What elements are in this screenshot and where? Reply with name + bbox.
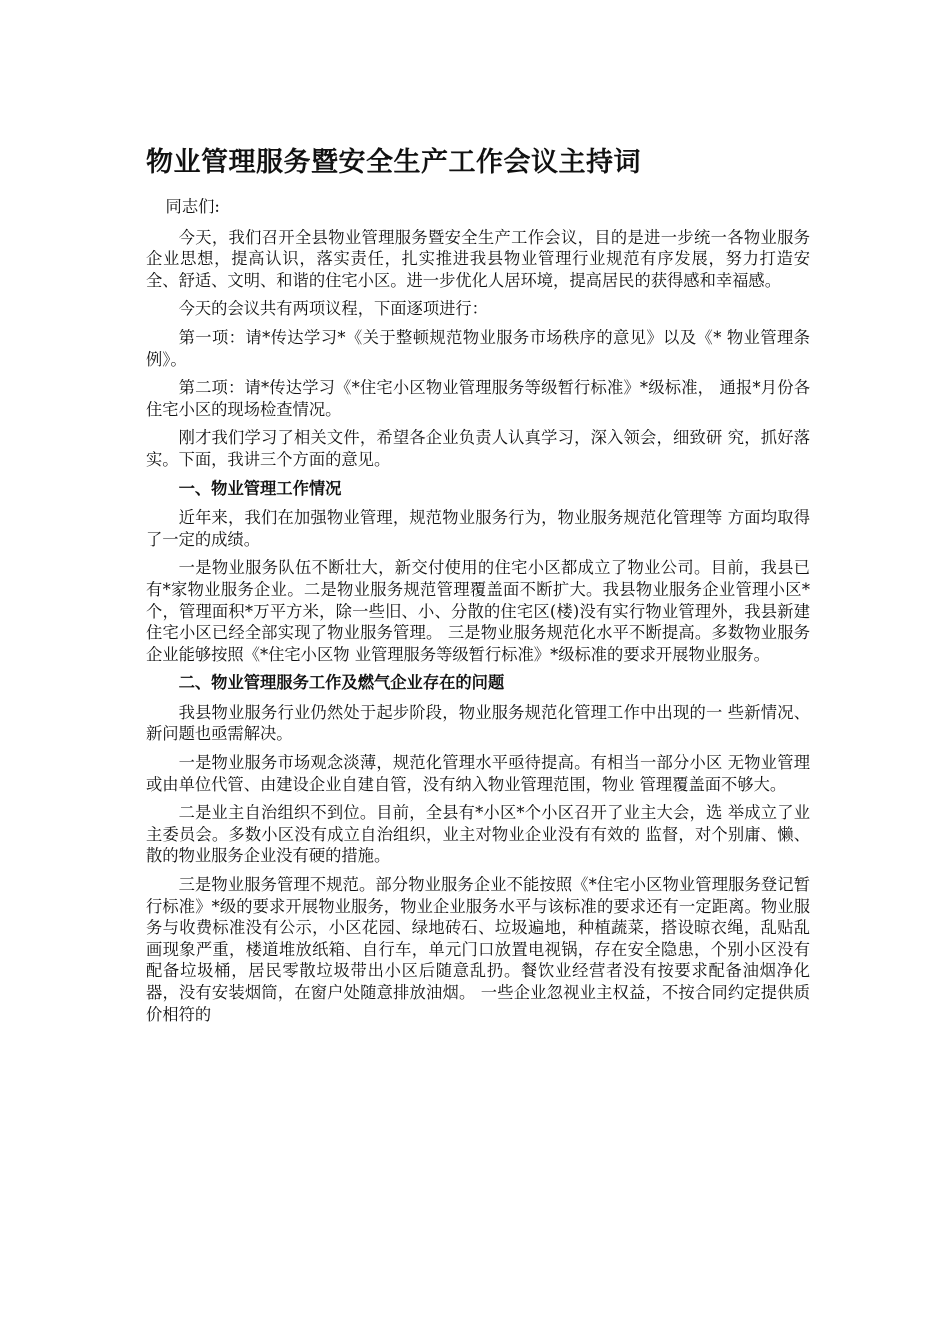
document-body — [146, 196, 810, 1032]
paragraph-agenda: 今天的会议共有两项议程，下面逐项进行： — [178, 299, 488, 319]
section-heading-2: 二、物业管理服务工作及燃气企业存在的问题 — [178, 673, 505, 693]
salutation: 同志们: — [165, 197, 220, 216]
document-title: 物业管理服务暨安全生产工作会议主持词 — [146, 147, 641, 178]
paragraph-item-1: 第一项：请*传达学习*《关于整顿规范物业服务市场秩序的意见》以及《* 物业管理条例》。 — [146, 327, 810, 369]
section2-paragraph: 我县物业服务行业仍然处于起步阶段，物业服务规范化管理工作中出现的一 些新情况、新问题也亟需解决。 — [146, 702, 810, 744]
paragraph-item-2: 第二项：请*传达学习《*住宅小区物业管理服务等级暂行标准》*级标准， 通报*月份各住宅小区的现场检查情况。 — [146, 378, 810, 419]
section1-paragraph: 一是物业服务队伍不断壮大，新交付使用的住宅小区都成立了物业公司。目前，我县已有*家物业服务企业。二是物业服务规范管理覆盖面不断扩大。我县物业服务企业管理小区*个，管理面积*万平方米，除一些旧、小、分散的住宅区(楼)没有实行物业管理外，我县新建住宅小区已经全部实现了物业服务管理。 三是物业服务规范化水平不断提高。多数物业服务企业能够按照《*住宅小区物 业管理服务等级暂行标准》*级标准的要求开展物业服务。 — [146, 558, 810, 664]
paragraph-transition: 刚才我们学习了相关文件，希望各企业负责人认真学习，深入领会，细致研 究，抓好落实。下面，我讲三个方面的意见。 — [146, 428, 810, 469]
section-heading-1: 一、物业管理工作情况 — [178, 478, 342, 498]
section1-paragraph: 近年来，我们在加强物业管理，规范物业服务行为，物业服务规范化管理等 方面均取得了一定的成绩。 — [146, 508, 810, 549]
section2-paragraph: 一是物业服务市场观念淡薄，规范化管理水平亟待提高。有相当一部分小区 无物业管理或由单位代管、由建设企业自建自管，没有纳入物业管理范围，物业 管理覆盖面不够大。 — [146, 753, 810, 794]
paragraph-intro: 今天，我们召开全县物业管理服务暨安全生产工作会议，目的是进一步统一各物业服务企业思想，提高认识，落实责任，扎实推进我县物业管理行业规范有序发展，努力打造安全、舒适、文明、和谐的住宅小区。进一步优化人居环境，提高居民的获得感和幸福感。 — [146, 227, 810, 290]
section2-paragraph: 二是业主自治组织不到位。目前，全县有*小区*个小区召开了业主大会，选 举成立了业主委员会。多数小区没有成立自治组织，业主对物业企业没有有效的 监督，对个别庸、懒、散的物业服务企业没有硬的措施。 — [146, 803, 810, 866]
section2-paragraph: 三是物业服务管理不规范。部分物业服务企业不能按照《*住宅小区物业管理服务登记暂行标准》*级的要求开展物业服务，物业企业服务水平与该标准的要求还有一定距离。物业服务与收费标准没有公示，小区花园、绿地砖石、垃圾遍地，种植蔬菜，搭设晾衣绳，乱贴乱画现象严重，楼道堆放纸箱、自行车，单元门口放置电视锅，存在安全隐患，个别小区没有配备垃圾桶，居民零散垃圾带出小区后随意乱扔。餐饮业经营者没有按要求配备油烟净化器，没有安装烟筒，在窗户处随意排放油烟。 一些企业忽视业主权益，不按合同约定提供质价相符的 — [146, 875, 810, 1024]
